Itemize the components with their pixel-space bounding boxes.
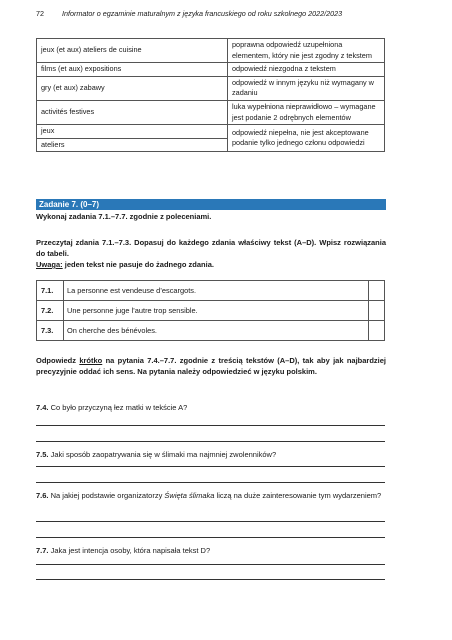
intro-part: na pytania 7.4.–7.7. zgodnie z treścią tekstów (A–D), tak aby jak najbardziej precyzyjnie oddać ich sens. Na pytania należy odpowiedzieć w języku polskim. [36, 356, 386, 377]
item-number: 7.3. [37, 321, 64, 341]
table-cell: jeux [37, 125, 228, 139]
task-intro: Przeczytaj zdania 7.1.–7.3. Dopasuj do każdego zdania właściwy tekst (A–D). Wpisz rozwiązania do tabeli. [36, 238, 386, 259]
answer-cell[interactable] [369, 301, 385, 321]
task-instruction: Wykonaj zadania 7.1.–7.7. zgodnie z poleceniami. [36, 212, 212, 221]
question-text: Co było przyczyną łez matki w tekście A? [50, 403, 188, 412]
table-cell: poprawna odpowiedź uzupełniona elementem, który nie jest zgodny z tekstem [228, 39, 385, 63]
header-title: Informator o egzaminie maturalnym z języka francuskiego od roku szkolnego 2022/2023 [62, 9, 343, 18]
answer-line[interactable] [36, 425, 385, 426]
table-row [37, 301, 385, 321]
table-row [37, 321, 385, 341]
question-number: 7.5. [36, 450, 49, 459]
task-title: Zadanie 7. (0–7) [36, 199, 386, 210]
page-header [36, 9, 342, 18]
note-label: Uwaga: [36, 260, 63, 269]
answer-line[interactable] [36, 564, 385, 565]
question-text: liczą na duże zainteresowanie tym wydarzeniem? [214, 491, 382, 500]
question-text: Na jakiej podstawie organizatorzy [50, 491, 165, 500]
table-cell: films (et aux) expositions [37, 63, 228, 77]
question-7-6 [36, 490, 386, 502]
task-note [36, 259, 386, 270]
table-row [37, 125, 385, 139]
table-row [37, 76, 385, 100]
answer-line[interactable] [36, 521, 385, 522]
table-row [37, 63, 385, 77]
table-row [37, 39, 385, 63]
criteria-table [36, 38, 385, 152]
item-number: 7.2. [37, 301, 64, 321]
question-7-4 [36, 402, 386, 414]
answer-line[interactable] [36, 537, 385, 538]
short-answer-intro [36, 355, 386, 378]
question-number: 7.7. [36, 546, 49, 555]
table-cell: jeux (et aux) ateliers de cuisine [37, 39, 228, 63]
page-number: 72 [36, 9, 44, 18]
table-cell: luka wypełniona nieprawidłowo – wymagane jest podanie 2 odrębnych elementów [228, 100, 385, 124]
question-number: 7.4. [36, 403, 49, 412]
question-text: Jaka jest intencja osoby, która napisała tekst D? [50, 546, 211, 555]
note-text: jeden tekst nie pasuje do żadnego zdania. [62, 260, 214, 269]
answer-cell[interactable] [369, 281, 385, 301]
matching-table [36, 280, 385, 341]
table-row [37, 281, 385, 301]
answer-line[interactable] [36, 466, 385, 467]
answer-line[interactable] [36, 482, 385, 483]
table-cell: gry (et aux) zabawy [37, 76, 228, 100]
table-row [37, 100, 385, 124]
table-cell: odpowiedź w innym języku niż wymagany w zadaniu [228, 76, 385, 100]
item-text: La personne est vendeuse d’escargots. [64, 281, 369, 301]
table-cell: activités festives [37, 100, 228, 124]
question-7-5 [36, 449, 386, 461]
answer-line[interactable] [36, 441, 385, 442]
item-text: On cherche des bénévoles. [64, 321, 369, 341]
question-emphasis: Święta ślimaka [164, 491, 215, 500]
question-text: Jaki sposób zaopatrywania się w ślimaki ma najmniej zwolenników? [50, 450, 277, 459]
table-cell: odpowiedź niepełna, nie jest akceptowane podanie tylko jednego członu odpowiedzi [228, 125, 385, 152]
question-number: 7.6. [36, 491, 49, 500]
answer-cell[interactable] [369, 321, 385, 341]
table-cell: ateliers [37, 138, 228, 152]
item-number: 7.1. [37, 281, 64, 301]
intro-part: Odpowiedz [36, 356, 80, 365]
question-7-7 [36, 545, 386, 557]
answer-line[interactable] [36, 579, 385, 580]
item-text: Une personne juge l’autre trop sensible. [64, 301, 369, 321]
intro-emphasis: krótko [79, 356, 103, 365]
table-cell: odpowiedź niezgodna z tekstem [228, 63, 385, 77]
